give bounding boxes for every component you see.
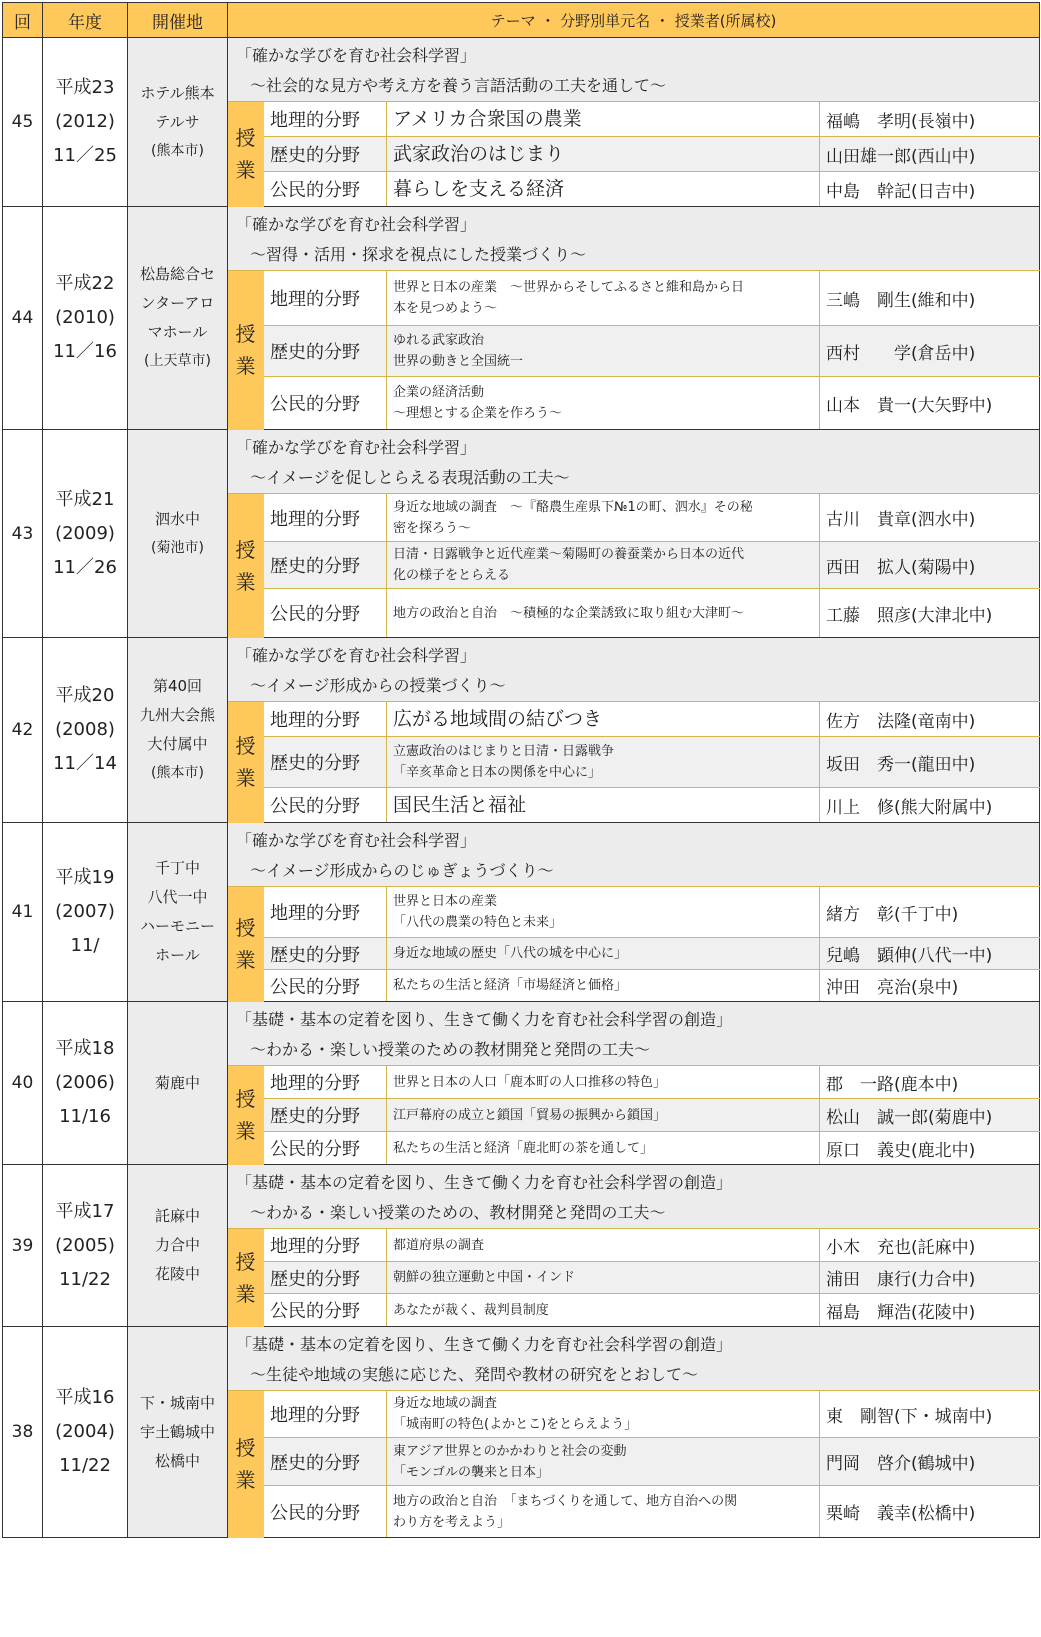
year-year: (2006) [55,1072,115,1093]
year-year: (2005) [55,1234,115,1256]
jugyo-label [228,271,264,430]
lesson-teacher: 門岡 啓介(鶴城中) [820,1438,1040,1486]
unit-line: 密を探ろう～ [393,520,472,536]
unit-line: アメリカ合衆国の農業 [393,108,582,130]
jugyo-label [228,702,264,823]
session-theme [228,38,1040,102]
theme-main: 「確かな学びを育む社会科学習」 [236,645,477,665]
lesson-unit [387,1066,820,1099]
lesson-teacher: 西村 学(倉岳中) [820,326,1040,377]
lesson-unit [387,1132,820,1165]
jugyo-char: 授 [235,734,256,758]
lesson-field: 歴史的分野 [264,1438,387,1486]
unit-line: 「モンゴルの襲来と日本」 [393,1464,550,1480]
jugyo-char: 授 [235,916,256,940]
lesson-unit [387,1229,820,1262]
lesson-unit [387,271,820,326]
unit-line: ゆれる武家政治 [393,333,485,348]
lesson-unit [387,172,820,207]
unit-line: ～理想とする企業を作ろう～ [393,406,563,421]
lesson-teacher: 工藤 照彦(大津北中) [820,589,1040,638]
session-theme [228,207,1040,271]
theme-main: 「確かな学びを育む社会科学習」 [236,214,477,234]
jugyo-char: 授 [235,537,256,562]
lesson-unit [387,938,820,970]
session-year [43,1327,128,1538]
lesson-unit [387,1294,820,1327]
header-theme: テーマ ・ 分野別単元名 ・ 授業者(所属校) [228,3,1040,38]
lesson-teacher: 浦田 康行(力合中) [820,1262,1040,1294]
table-body [3,38,1040,1538]
lesson-field: 公民的分野 [264,1132,387,1165]
theme-sub: ～わかる・楽しい授業のための、教材開発と発問の工夫～ [250,1202,666,1222]
lesson-field: 公民的分野 [264,589,387,638]
session-theme-row [3,207,1040,271]
year-year: (2008) [55,719,115,740]
year-date: 11／16 [53,341,117,362]
session-number: 41 [3,823,43,1002]
session-year [43,823,128,1002]
jugyo-label [228,887,264,1002]
lesson-teacher: 西田 拡人(菊陽中) [820,542,1040,589]
session-theme [228,1327,1040,1391]
year-year: (2004) [55,1421,115,1442]
unit-line: 都道府県の調査 [393,1237,485,1253]
unit-line: 世界と日本の産業 [393,894,498,909]
jugyo-label [228,1391,264,1538]
venue-line: 力合中 [154,1236,200,1254]
lesson-teacher: 小木 充也(託麻中) [820,1229,1040,1262]
session-venue [128,638,228,823]
year-date: 11/22 [59,1268,111,1290]
jugyo-label [228,102,264,207]
session-number: 42 [3,638,43,823]
unit-line: 東アジア世界とのかかわりと社会の変動 [393,1443,627,1459]
unit-line: 世界の動きと全国統一 [393,354,524,369]
venue-line: 九州大会熊 [139,706,215,724]
lesson-unit [387,1486,820,1538]
year-year: (2007) [55,901,115,922]
lesson-unit [387,137,820,172]
year-year: (2012) [55,111,115,132]
lesson-field: 歴史的分野 [264,542,387,589]
jugyo-char: 授 [235,1087,256,1111]
unit-line: 企業の経済活動 [393,385,485,400]
lesson-field: 地理的分野 [264,494,387,542]
lesson-unit [387,788,820,823]
lesson-teacher: 沖田 亮治(泉中) [820,970,1040,1002]
lesson-field: 地理的分野 [264,1066,387,1099]
lesson-unit [387,1391,820,1438]
session-number: 43 [3,430,43,638]
session-theme [228,1165,1040,1229]
session-venue [128,207,228,430]
jugyo-label [228,1229,264,1327]
lesson-field: 地理的分野 [264,271,387,326]
theme-sub: ～生徒や地域の実態に応じた、発問や教材の研究をとおして～ [250,1364,699,1384]
lesson-teacher: 原口 義史(鹿北中) [820,1132,1040,1165]
jugyo-char: 授 [235,322,256,346]
session-year [43,638,128,823]
jugyo-char: 業 [235,569,256,594]
session-number: 44 [3,207,43,430]
lesson-field: 地理的分野 [264,1229,387,1262]
venue-line: 菊鹿中 [154,1073,200,1092]
venue-line: マホール [147,323,208,341]
lesson-field: 公民的分野 [264,172,387,207]
session-theme [228,823,1040,887]
venue-line: 花陵中 [154,1265,200,1283]
venue-line: 第40回 [152,677,203,695]
unit-line: あなたが裁く、裁判員制度 [393,1302,549,1318]
theme-sub: ～イメージ形成からの授業づくり～ [250,675,506,695]
theme-sub: ～習得・活用・探求を視点にした授業づくり～ [250,244,587,264]
lesson-teacher: 古川 貴章(泗水中) [820,494,1040,542]
session-theme-row [3,430,1040,494]
jugyo-char: 業 [235,1281,256,1306]
header-num: 回 [3,3,43,38]
lesson-field: 公民的分野 [264,788,387,823]
lesson-teacher: 坂田 秀一(龍田中) [820,737,1040,788]
lesson-unit [387,494,820,542]
lesson-teacher: 佐方 法隆(竜南中) [820,702,1040,737]
lesson-unit [387,702,820,737]
lesson-unit [387,326,820,377]
lesson-field: 歴史的分野 [264,1099,387,1132]
venue-line: ハーモニー [139,917,215,935]
theme-sub: ～イメージ形成からのじゅぎょうづくり～ [250,860,554,880]
lesson-field: 歴史的分野 [264,137,387,172]
lesson-teacher: 郡 一路(鹿本中) [820,1066,1040,1099]
lesson-teacher: 山田雄一郎(西山中) [820,137,1040,172]
year-era: 平成18 [55,1038,115,1059]
session-year [43,1002,128,1165]
venue-line: 泗水中 [154,509,200,528]
unit-line: 化の様子をとらえる [393,568,511,583]
theme-sub: ～わかる・楽しい授業のための教材開発と発問の工夫～ [250,1039,651,1059]
venue-line: (熊本市) [151,142,204,159]
venue-line: (上天草市) [144,353,211,369]
session-number: 39 [3,1165,43,1327]
lesson-teacher: 松山 誠一郎(菊鹿中) [820,1099,1040,1132]
year-era: 平成22 [55,273,115,294]
lesson-teacher: 福島 輝浩(花陵中) [820,1294,1040,1327]
session-venue [128,38,228,207]
session-year [43,207,128,430]
lesson-unit [387,102,820,137]
lesson-teacher: 山本 貴一(大矢野中) [820,377,1040,430]
session-year [43,38,128,207]
theme-sub: ～イメージを促しとらえる表現活動の工夫～ [250,467,570,487]
unit-line: 身近な地域の調査 ～『酪農生産県下№1の町、泗水』その秘 [393,499,753,515]
jugyo-char: 業 [235,354,256,378]
theme-main: 「基礎・基本の定着を図り、生きて働く力を育む社会科学習の創造」 [236,1172,733,1192]
session-venue [128,1165,228,1327]
theme-main: 「確かな学びを育む社会科学習」 [236,830,477,850]
header-row [3,3,1040,38]
lesson-unit [387,1438,820,1486]
year-date: 11/22 [59,1455,111,1476]
lesson-unit [387,887,820,938]
unit-line: 「辛亥革命と日本の関係を中心に」 [393,765,602,780]
lesson-unit [387,542,820,589]
lesson-field: 地理的分野 [264,1391,387,1438]
lesson-field: 歴史的分野 [264,737,387,788]
session-theme-row [3,823,1040,887]
venue-line: 八代一中 [147,888,208,906]
venue-line: ホテル熊本 [140,83,215,102]
unit-line: 身近な地域の調査 [393,1396,498,1411]
unit-line: 地方の政治と自治 ～積極的な企業誘致に取り組む大津町～ [393,605,745,621]
venue-line: 松橋中 [154,1451,200,1470]
lesson-field: 歴史的分野 [264,938,387,970]
year-year: (2010) [55,307,115,328]
theme-main: 「確かな学びを育む社会科学習」 [236,45,477,65]
venue-line: 千丁中 [154,859,200,877]
theme-sub: ～社会的な見方や考え方を養う言語活動の工夫を通して～ [250,75,667,95]
unit-line: 「八代の農業の特色と未来」 [393,915,563,930]
lesson-field: 公民的分野 [264,970,387,1002]
year-date: 11/ [70,935,100,956]
jugyo-char: 業 [235,1119,256,1143]
session-year [43,1165,128,1327]
year-era: 平成17 [55,1200,115,1222]
lesson-unit [387,1099,820,1132]
unit-line: わり方を考えよう」 [393,1514,511,1530]
session-theme [228,638,1040,702]
session-venue [128,1327,228,1538]
lesson-teacher: 三嶋 剛生(維和中) [820,271,1040,326]
venue-line: 大付属中 [147,735,208,753]
jugyo-char: 業 [235,1468,256,1492]
unit-line: 私たちの生活と経済「鹿北町の茶を通して」 [393,1140,654,1156]
session-venue [128,823,228,1002]
unit-line: 朝鮮の独立運動と中国・インド [393,1270,576,1285]
year-era: 平成16 [55,1387,115,1408]
lesson-unit [387,1262,820,1294]
jugyo-char: 業 [235,948,256,972]
lesson-field: 地理的分野 [264,102,387,137]
session-theme-row [3,638,1040,702]
session-number: 40 [3,1002,43,1165]
unit-line: 日清・日露戦争と近代産業～菊陽町の養蚕業から日本の近代 [393,547,745,562]
unit-line: 私たちの生活と経済「市場経済と価格」 [393,978,628,993]
lesson-unit [387,970,820,1002]
year-era: 平成21 [55,488,115,510]
lesson-field: 公民的分野 [264,1486,387,1538]
lesson-unit [387,377,820,430]
year-date: 11／26 [53,556,117,578]
theme-main: 「基礎・基本の定着を図り、生きて働く力を育む社会科学習の創造」 [236,1009,733,1029]
session-year [43,430,128,638]
lesson-teacher: 川上 修(熊大附属中) [820,788,1040,823]
lesson-field: 公民的分野 [264,1294,387,1327]
jugyo-label [228,1066,264,1165]
venue-line: (菊池市) [151,539,204,556]
session-theme-row [3,1327,1040,1391]
session-theme [228,1002,1040,1066]
lesson-teacher: 兒嶋 顕伸(八代一中) [820,938,1040,970]
year-era: 平成20 [55,685,115,706]
venue-line: 宇土鶴城中 [139,1422,215,1441]
unit-line: 地方の政治と自治 「まちづくりを通して、地方自治への関 [393,1493,738,1509]
venue-line: 下・城南中 [139,1393,215,1412]
unit-line: 江戸幕府の成立と鎖国「貿易の振興から鎖国」 [393,1107,667,1123]
unit-line: 暮らしを支える経済 [393,178,565,200]
year-era: 平成23 [55,77,115,98]
lesson-unit [387,737,820,788]
session-venue [128,1002,228,1165]
session-theme [228,430,1040,494]
unit-line: 立憲政治のはじまりと日清・日露戦争 [393,744,615,759]
event-history-table [2,2,1040,1538]
unit-line: 世界と日本の人口「鹿本町の人口推移の特色」 [393,1074,667,1090]
jugyo-char: 業 [235,766,256,790]
unit-line: 武家政治のはじまり [393,143,565,165]
lesson-teacher: 東 剛智(下・城南中) [820,1391,1040,1438]
jugyo-char: 授 [235,1249,256,1274]
unit-line: 国民生活と福祉 [393,794,527,816]
venue-line: 託麻中 [154,1207,200,1225]
unit-line: 広がる地域間の結びつき [393,708,603,730]
venue-line: 松島総合セ [139,265,215,283]
lesson-field: 地理的分野 [264,887,387,938]
year-date: 11／14 [53,753,117,774]
unit-line: 「城南町の特色(よかとこ)をとらえよう」 [393,1417,638,1432]
venue-line: ンターアロ [140,294,215,312]
unit-line: 世界と日本の産業 ～世界からそしてふるさと維和島から日 [393,280,745,295]
venue-line: ホール [155,946,200,964]
theme-main: 「確かな学びを育む社会科学習」 [236,437,477,457]
jugyo-char: 授 [235,126,256,150]
year-date: 11/16 [59,1106,111,1127]
jugyo-char: 業 [235,158,256,182]
lesson-field: 公民的分野 [264,377,387,430]
lesson-field: 地理的分野 [264,702,387,737]
session-theme-row [3,1165,1040,1229]
session-theme-row [3,1002,1040,1066]
session-theme-row [3,38,1040,102]
lesson-teacher: 福嶋 孝明(長嶺中) [820,102,1040,137]
session-number: 45 [3,38,43,207]
header-venue: 開催地 [128,3,228,38]
session-venue [128,430,228,638]
venue-line: テルサ [155,112,200,131]
jugyo-label [228,494,264,638]
unit-line: 身近な地域の歴史「八代の城を中心に」 [393,946,628,961]
year-year: (2009) [55,522,115,544]
session-number: 38 [3,1327,43,1538]
lesson-teacher: 中島 幹記(日吉中) [820,172,1040,207]
lesson-teacher: 栗崎 義幸(松橋中) [820,1486,1040,1538]
venue-line: (熊本市) [151,765,204,781]
lesson-field: 歴史的分野 [264,1262,387,1294]
lesson-teacher: 緒方 彰(千丁中) [820,887,1040,938]
year-date: 11／25 [53,145,117,166]
theme-main: 「基礎・基本の定着を図り、生きて働く力を育む社会科学習の創造」 [236,1334,733,1354]
lesson-unit [387,589,820,638]
header-year: 年度 [43,3,128,38]
jugyo-char: 授 [235,1436,256,1460]
unit-line: 本を見つめよう～ [393,301,498,316]
lesson-field: 歴史的分野 [264,326,387,377]
year-era: 平成19 [55,867,115,888]
